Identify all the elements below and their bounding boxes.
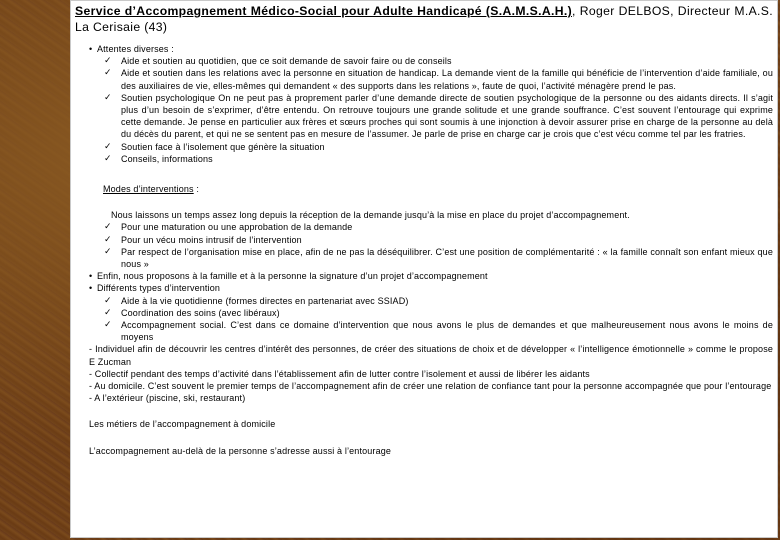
types-item: ✓ Aide à la vie quotidienne (formes directes en partenariat avec SSIAD)	[75, 295, 773, 307]
attentes-item: ✓ Soutien psychologique On ne peut pas à proprement parler d’une demande directe de soutien psychologique de la personne ou des aidants directs. Il s’agit plus d’un besoin de s’exprimer, d’être entendu. On retrouve toujours une grande solitude et une grande souffrance. C’est souvent l’entourage qui exprime cette demande. Je pense en particulier aux frères et sœurs proches qui sont soumis à une injonction à devoir assurer prise en charge de la personne au delà du décès du parent, et qui ne se sentent pas en mesure de l’assumer. Je parle de prise en charge car je crois que c’est vécu comme tel par les fratries.	[75, 92, 773, 141]
modes-heading-label: Modes d’interventions	[103, 184, 194, 195]
attentes-item: ✓ Conseils, informations	[75, 153, 773, 165]
attentes-item: ✓ Soutien face à l’isolement que génère la situation	[75, 141, 773, 153]
attentes-item: ✓ Aide et soutien au quotidien, que ce soit demande de savoir faire ou de conseils	[75, 55, 773, 67]
document-author: , Roger DELBOS, Directeur M.A.S. La Cerisaie (43)	[75, 4, 773, 34]
modes-heading	[75, 183, 773, 195]
attentes-item: ✓ Aide et soutien dans les relations avec la personne en situation de handicap. La demande vient de la famille qui bénéficie de l’intervention d’aide familiale, ou des auxiliaires de vie, elles-mêmes qui demandent « des supports dans les relations », faute de quoi, l’activité ménagère prend le pas.	[75, 67, 773, 91]
dash-item: - A l’extérieur (piscine, ski, restaurant)	[89, 393, 246, 404]
modes-item: ✓ Pour une maturation ou une approbation de la demande	[75, 221, 773, 233]
types-item: ✓ Coordination des soins (avec libéraux)	[75, 307, 773, 319]
modes-item: ✓ Pour un vécu moins intrusif de l’intervention	[75, 234, 773, 246]
attentes-heading: • Attentes diverses :	[75, 43, 773, 55]
modes-heading-suffix: :	[193, 184, 200, 195]
enfin-item: • Enfin, nous proposons à la famille et à la personne la signature d’un projet d’accompagnement	[75, 270, 773, 282]
document-title: Service d’Accompagnement Médico-Social pour Adulte Handicapé (S.A.M.S.A.H.)	[75, 4, 573, 18]
types-heading: • Différents types d’intervention	[75, 282, 773, 294]
dash-item: - Au domicile. C’est souvent le premier temps de l’accompagnement afin de créer une relation de confiance tant pour la personne accompagnée que pour l’entourage	[89, 381, 772, 392]
document-page	[70, 0, 778, 538]
modes-intro: Nous laissons un temps assez long depuis la réception de la demande jusqu’à la mise en place du projet d’accompagnement.	[111, 210, 630, 221]
document-header	[75, 3, 773, 35]
metiers-line: Les métiers de l’accompagnement à domicile	[89, 419, 276, 430]
document-body	[75, 43, 773, 457]
modes-item: ✓ Par respect de l’organisation mise en place, afin de ne pas la déséquilibrer. C’est une position de complémentarité : « la famille connaît son enfant mieux que nous »	[75, 246, 773, 270]
types-item: ✓ Accompagnement social. C’est dans ce domaine d’intervention que nous avons le plus de demandes et que malheureusement nous avons le moins de moyens	[75, 319, 773, 343]
dash-item: - Collectif pendant des temps d’activité dans l’établissement afin de lutter contre l’isolement et aussi de libérer les aidants	[89, 368, 590, 379]
dash-item: - Individuel afin de découvrir les centres d’intérêt des personnes, de créer des situations de choix et de développer « l’intelligence émotionnelle » comme le propose E Zucman	[89, 344, 773, 367]
entourage-line: L’accompagnement au-delà de la personne s’adresse aussi à l’entourage	[89, 445, 392, 456]
